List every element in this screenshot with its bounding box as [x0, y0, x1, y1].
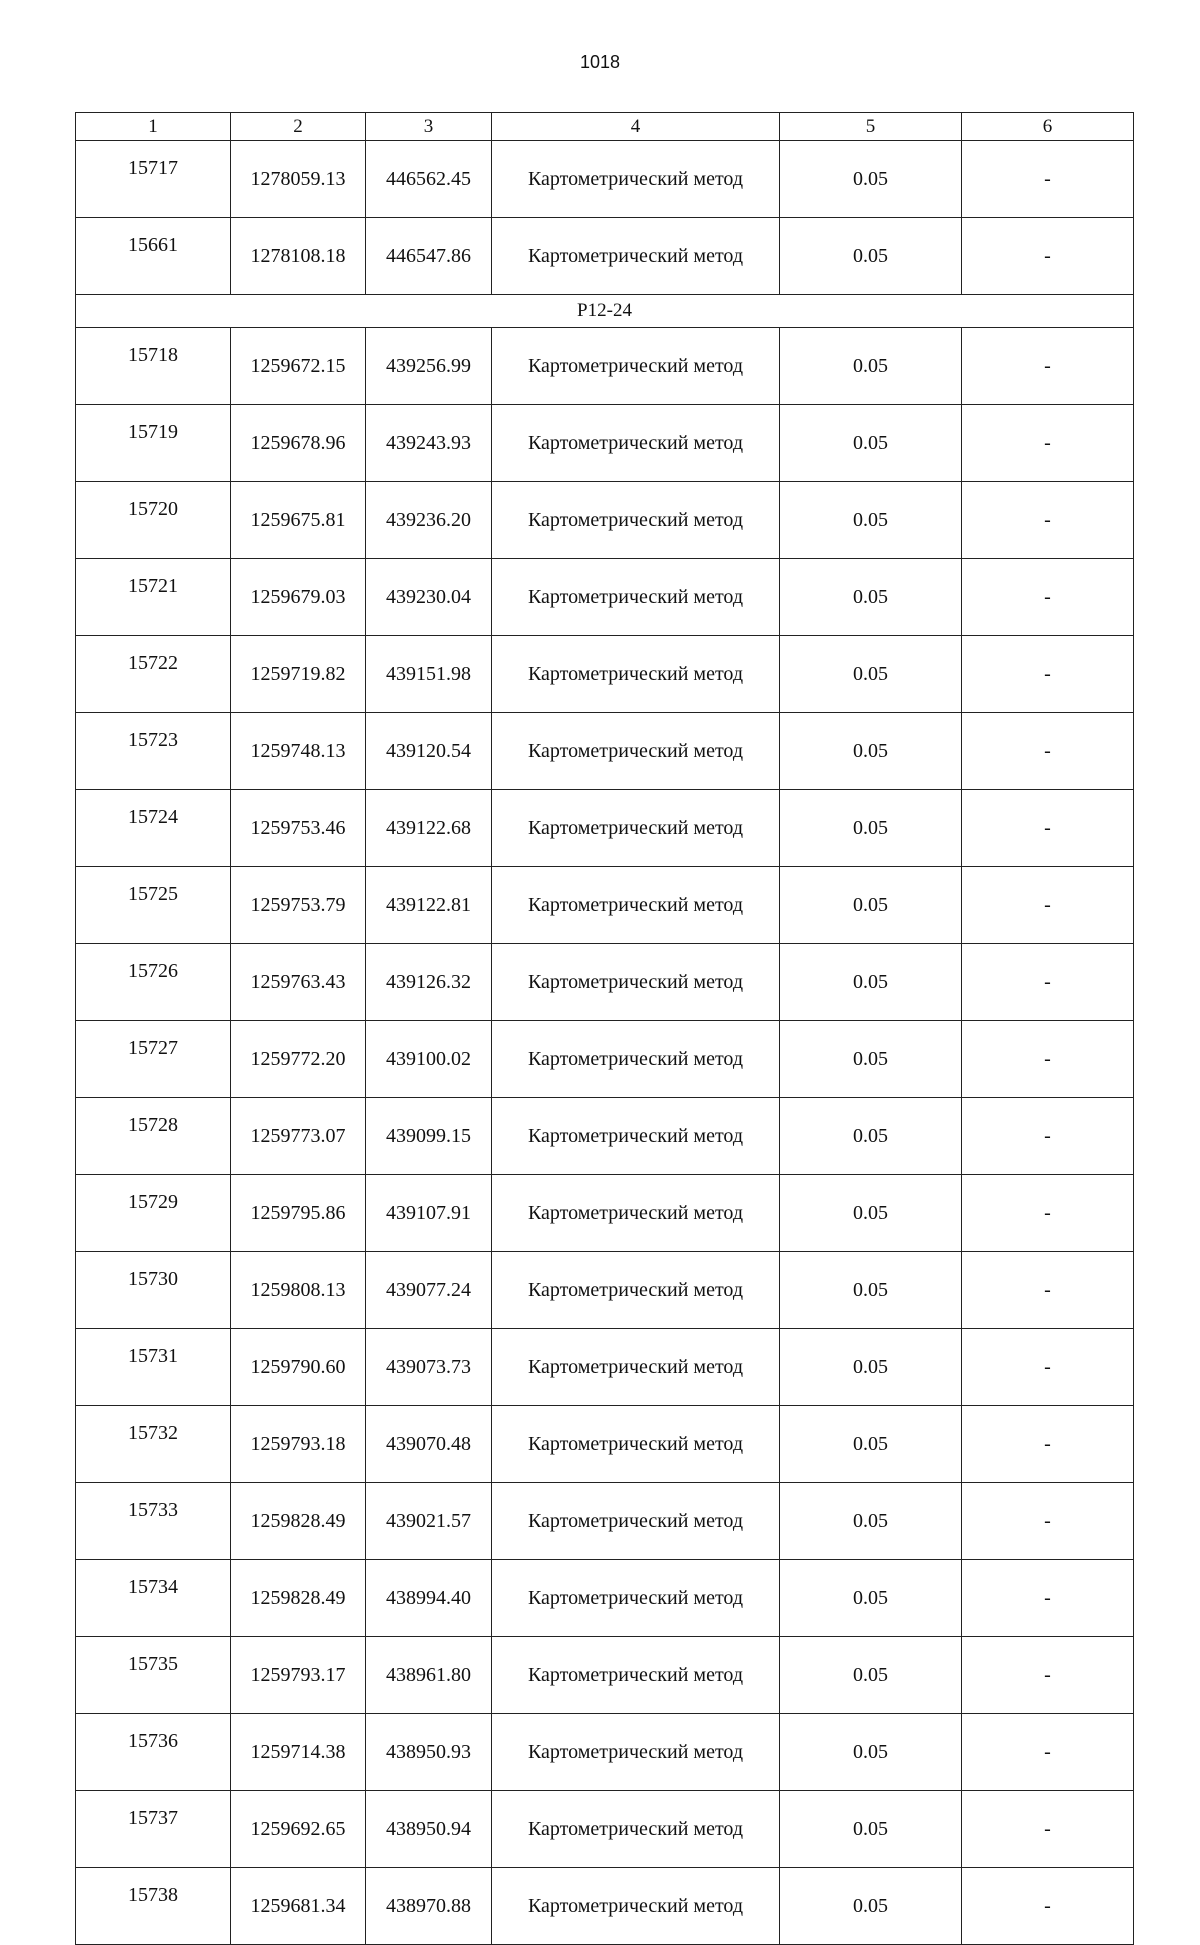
table-row [76, 328, 1134, 405]
column-number-4: 4 [492, 113, 780, 141]
point-id-cell: 15734 [76, 1560, 231, 1637]
method-cell: Картометрический метод [492, 218, 780, 295]
method-cell: Картометрический метод [492, 867, 780, 944]
table-row [76, 1252, 1134, 1329]
point-id-cell: 15732 [76, 1406, 231, 1483]
note-cell: - [962, 1406, 1134, 1483]
x-coordinate-cell: 1259681.34 [231, 1868, 366, 1945]
coordinates-table [75, 112, 1134, 1945]
point-id-cell: 15726 [76, 944, 231, 1021]
x-coordinate-cell: 1259763.43 [231, 944, 366, 1021]
column-number-3: 3 [366, 113, 492, 141]
method-cell: Картометрический метод [492, 1021, 780, 1098]
y-coordinate-cell: 439230.04 [366, 559, 492, 636]
note-cell: - [962, 1560, 1134, 1637]
method-cell: Картометрический метод [492, 1714, 780, 1791]
x-coordinate-cell: 1278059.13 [231, 141, 366, 218]
point-id-cell: 15735 [76, 1637, 231, 1714]
method-cell: Картометрический метод [492, 1329, 780, 1406]
y-coordinate-cell: 446562.45 [366, 141, 492, 218]
accuracy-cell: 0.05 [780, 482, 962, 559]
point-id-cell: 15727 [76, 1021, 231, 1098]
y-coordinate-cell: 439077.24 [366, 1252, 492, 1329]
table-body [76, 113, 1134, 1945]
y-coordinate-cell: 438961.80 [366, 1637, 492, 1714]
note-cell: - [962, 1175, 1134, 1252]
point-id-cell: 15720 [76, 482, 231, 559]
method-cell: Картометрический метод [492, 790, 780, 867]
y-coordinate-cell: 439073.73 [366, 1329, 492, 1406]
y-coordinate-cell: 438994.40 [366, 1560, 492, 1637]
method-cell: Картометрический метод [492, 1406, 780, 1483]
method-cell: Картометрический метод [492, 1252, 780, 1329]
y-coordinate-cell: 439243.93 [366, 405, 492, 482]
y-coordinate-cell: 439070.48 [366, 1406, 492, 1483]
method-cell: Картометрический метод [492, 328, 780, 405]
y-coordinate-cell: 439099.15 [366, 1098, 492, 1175]
note-cell: - [962, 1791, 1134, 1868]
x-coordinate-cell: 1259790.60 [231, 1329, 366, 1406]
note-cell: - [962, 1329, 1134, 1406]
note-cell: - [962, 328, 1134, 405]
method-cell: Картометрический метод [492, 636, 780, 713]
section-title: Р12-24 [76, 295, 1134, 328]
note-cell: - [962, 1714, 1134, 1791]
note-cell: - [962, 790, 1134, 867]
x-coordinate-cell: 1259719.82 [231, 636, 366, 713]
y-coordinate-cell: 438970.88 [366, 1868, 492, 1945]
x-coordinate-cell: 1259675.81 [231, 482, 366, 559]
note-cell: - [962, 1252, 1134, 1329]
table-row [76, 1791, 1134, 1868]
accuracy-cell: 0.05 [780, 1021, 962, 1098]
y-coordinate-cell: 439256.99 [366, 328, 492, 405]
method-cell: Картометрический метод [492, 1637, 780, 1714]
accuracy-cell: 0.05 [780, 1560, 962, 1637]
y-coordinate-cell: 438950.94 [366, 1791, 492, 1868]
accuracy-cell: 0.05 [780, 1098, 962, 1175]
accuracy-cell: 0.05 [780, 1175, 962, 1252]
accuracy-cell: 0.05 [780, 1252, 962, 1329]
note-cell: - [962, 713, 1134, 790]
note-cell: - [962, 1021, 1134, 1098]
note-cell: - [962, 1868, 1134, 1945]
accuracy-cell: 0.05 [780, 636, 962, 713]
table-row [76, 790, 1134, 867]
accuracy-cell: 0.05 [780, 405, 962, 482]
point-id-cell: 15729 [76, 1175, 231, 1252]
note-cell: - [962, 559, 1134, 636]
y-coordinate-cell: 439021.57 [366, 1483, 492, 1560]
point-id-cell: 15730 [76, 1252, 231, 1329]
accuracy-cell: 0.05 [780, 1637, 962, 1714]
x-coordinate-cell: 1278108.18 [231, 218, 366, 295]
table-row [76, 867, 1134, 944]
method-cell: Картометрический метод [492, 1098, 780, 1175]
y-coordinate-cell: 439100.02 [366, 1021, 492, 1098]
accuracy-cell: 0.05 [780, 1329, 962, 1406]
point-id-cell: 15724 [76, 790, 231, 867]
point-id-cell: 15738 [76, 1868, 231, 1945]
table-row [76, 1175, 1134, 1252]
method-cell: Картометрический метод [492, 405, 780, 482]
accuracy-cell: 0.05 [780, 1714, 962, 1791]
note-cell: - [962, 218, 1134, 295]
table-row [76, 636, 1134, 713]
point-id-cell: 15721 [76, 559, 231, 636]
column-number-5: 5 [780, 113, 962, 141]
x-coordinate-cell: 1259672.15 [231, 328, 366, 405]
accuracy-cell: 0.05 [780, 944, 962, 1021]
point-id-cell: 15719 [76, 405, 231, 482]
y-coordinate-cell: 439151.98 [366, 636, 492, 713]
x-coordinate-cell: 1259753.79 [231, 867, 366, 944]
x-coordinate-cell: 1259793.17 [231, 1637, 366, 1714]
method-cell: Картометрический метод [492, 141, 780, 218]
x-coordinate-cell: 1259678.96 [231, 405, 366, 482]
point-id-cell: 15728 [76, 1098, 231, 1175]
point-id-cell: 15733 [76, 1483, 231, 1560]
table-row [76, 944, 1134, 1021]
point-id-cell: 15737 [76, 1791, 231, 1868]
note-cell: - [962, 1637, 1134, 1714]
note-cell: - [962, 141, 1134, 218]
table-row [76, 1560, 1134, 1637]
table-row [76, 218, 1134, 295]
method-cell: Картометрический метод [492, 1868, 780, 1945]
note-cell: - [962, 482, 1134, 559]
column-number-1: 1 [76, 113, 231, 141]
table-row [76, 1021, 1134, 1098]
accuracy-cell: 0.05 [780, 1868, 962, 1945]
point-id-cell: 15723 [76, 713, 231, 790]
point-id-cell: 15736 [76, 1714, 231, 1791]
note-cell: - [962, 867, 1134, 944]
table-row [76, 482, 1134, 559]
x-coordinate-cell: 1259679.03 [231, 559, 366, 636]
y-coordinate-cell: 439120.54 [366, 713, 492, 790]
x-coordinate-cell: 1259773.07 [231, 1098, 366, 1175]
x-coordinate-cell: 1259795.86 [231, 1175, 366, 1252]
table-row [76, 1637, 1134, 1714]
table-row [76, 559, 1134, 636]
x-coordinate-cell: 1259753.46 [231, 790, 366, 867]
note-cell: - [962, 405, 1134, 482]
accuracy-cell: 0.05 [780, 1791, 962, 1868]
x-coordinate-cell: 1259793.18 [231, 1406, 366, 1483]
method-cell: Картометрический метод [492, 1791, 780, 1868]
point-id-cell: 15731 [76, 1329, 231, 1406]
x-coordinate-cell: 1259808.13 [231, 1252, 366, 1329]
method-cell: Картометрический метод [492, 1483, 780, 1560]
accuracy-cell: 0.05 [780, 1406, 962, 1483]
accuracy-cell: 0.05 [780, 713, 962, 790]
accuracy-cell: 0.05 [780, 1483, 962, 1560]
note-cell: - [962, 636, 1134, 713]
table-row [76, 1406, 1134, 1483]
y-coordinate-cell: 446547.86 [366, 218, 492, 295]
accuracy-cell: 0.05 [780, 559, 962, 636]
x-coordinate-cell: 1259748.13 [231, 713, 366, 790]
method-cell: Картометрический метод [492, 1175, 780, 1252]
note-cell: - [962, 1098, 1134, 1175]
section-row [76, 295, 1134, 328]
table-row [76, 405, 1134, 482]
y-coordinate-cell: 439122.68 [366, 790, 492, 867]
note-cell: - [962, 1483, 1134, 1560]
table-row [76, 1483, 1134, 1560]
point-id-cell: 15717 [76, 141, 231, 218]
method-cell: Картометрический метод [492, 944, 780, 1021]
x-coordinate-cell: 1259714.38 [231, 1714, 366, 1791]
method-cell: Картометрический метод [492, 559, 780, 636]
table-row [76, 141, 1134, 218]
y-coordinate-cell: 439126.32 [366, 944, 492, 1021]
table-row [76, 1868, 1134, 1945]
table-row [76, 1714, 1134, 1791]
x-coordinate-cell: 1259828.49 [231, 1483, 366, 1560]
y-coordinate-cell: 439107.91 [366, 1175, 492, 1252]
page-number: 1018 [579, 52, 621, 72]
accuracy-cell: 0.05 [780, 790, 962, 867]
point-id-cell: 15661 [76, 218, 231, 295]
table-row [76, 713, 1134, 790]
point-id-cell: 15725 [76, 867, 231, 944]
column-number-6: 6 [962, 113, 1134, 141]
method-cell: Картометрический метод [492, 482, 780, 559]
column-number-row [76, 113, 1134, 141]
column-number-2: 2 [231, 113, 366, 141]
y-coordinate-cell: 439236.20 [366, 482, 492, 559]
y-coordinate-cell: 438950.93 [366, 1714, 492, 1791]
point-id-cell: 15718 [76, 328, 231, 405]
x-coordinate-cell: 1259692.65 [231, 1791, 366, 1868]
table-row [76, 1329, 1134, 1406]
method-cell: Картометрический метод [492, 1560, 780, 1637]
accuracy-cell: 0.05 [780, 328, 962, 405]
accuracy-cell: 0.05 [780, 141, 962, 218]
table-row [76, 1098, 1134, 1175]
accuracy-cell: 0.05 [780, 867, 962, 944]
y-coordinate-cell: 439122.81 [366, 867, 492, 944]
x-coordinate-cell: 1259828.49 [231, 1560, 366, 1637]
note-cell: - [962, 944, 1134, 1021]
accuracy-cell: 0.05 [780, 218, 962, 295]
point-id-cell: 15722 [76, 636, 231, 713]
method-cell: Картометрический метод [492, 713, 780, 790]
x-coordinate-cell: 1259772.20 [231, 1021, 366, 1098]
